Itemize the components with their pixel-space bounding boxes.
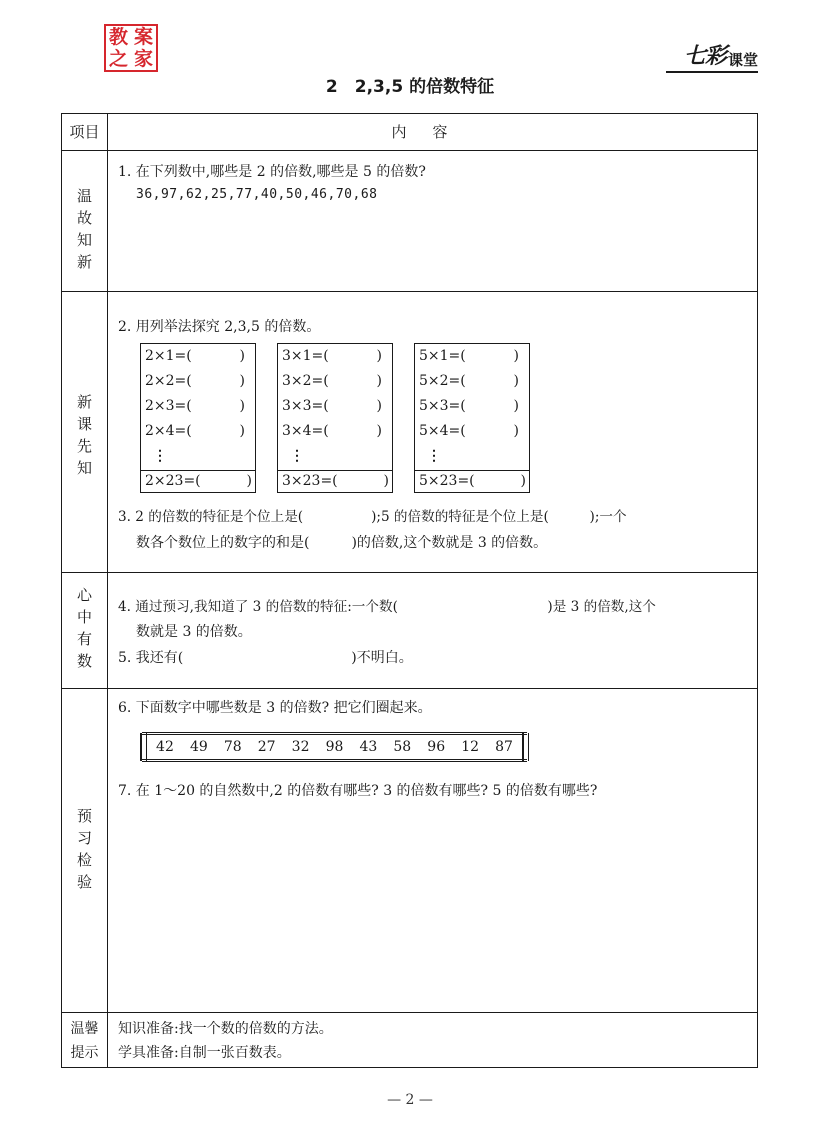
multiplication-line: 5×4=(: [419, 423, 466, 439]
multiplication-line: 2×23=(: [141, 470, 255, 491]
close-paren: ): [376, 373, 382, 389]
label-char: 课: [76, 415, 92, 433]
multiplication-line: 3×2=(: [282, 373, 329, 389]
row-divider: [62, 291, 757, 292]
ellipsis-dots: ⋮: [427, 448, 441, 464]
page-number: — 2 —: [387, 1092, 433, 1108]
series-logo-script: 七彩: [683, 43, 726, 69]
series-logo-text: 课堂: [727, 51, 758, 69]
multiplication-box-5: [414, 343, 530, 493]
row-divider: [62, 150, 757, 151]
close-paren: ): [376, 423, 382, 439]
multiplication-line: 2×1=(: [145, 348, 192, 364]
label-char: 温: [76, 187, 92, 205]
close-paren: ): [520, 473, 526, 489]
header-content: 内容: [391, 123, 474, 141]
label-char: 知: [76, 231, 92, 249]
label-char: 新: [76, 393, 92, 411]
label-char: 验: [76, 873, 92, 891]
multiplication-line: 5×23=(: [415, 470, 529, 491]
label-word: 提示: [70, 1045, 99, 1061]
close-paren: ): [376, 398, 382, 414]
question-4: 4. 通过预习,我知道了 3 的倍数的特征:一个数( )是 3 的倍数,这个: [118, 599, 656, 615]
question-3: 3. 2 的倍数的特征是个位上是( );5 的倍数的特征是个位上是( );一个: [118, 509, 627, 525]
logo-char: 之: [108, 48, 128, 70]
number-item: 43: [359, 739, 378, 755]
header-item: 项目: [69, 123, 100, 141]
number-item: 42: [156, 739, 174, 755]
multiplication-line: 5×3=(: [419, 398, 466, 414]
number-item: 12: [461, 739, 480, 755]
logo-char: 家: [133, 48, 153, 70]
number-item: 87: [495, 739, 513, 755]
label-char: 预: [76, 807, 92, 825]
multiplication-line: 3×4=(: [282, 423, 329, 439]
multiplication-line: 2×4=(: [145, 423, 192, 439]
section-label-review: [62, 185, 107, 273]
close-paren: ): [376, 348, 382, 364]
worksheet-table: [61, 113, 758, 1068]
multiplication-line: 2×3=(: [145, 398, 192, 414]
question-2: 2. 用列举法探究 2,3,5 的倍数。: [118, 319, 321, 335]
number-item: 32: [291, 739, 310, 755]
row-divider: [62, 1012, 757, 1013]
tip-tools: 学具准备:自制一张百数表。: [118, 1045, 291, 1061]
label-word: 温馨: [70, 1021, 99, 1037]
row-divider: [62, 572, 757, 573]
label-char: 知: [76, 459, 92, 477]
label-char: 习: [76, 829, 92, 847]
close-paren: ): [239, 373, 245, 389]
close-paren: ): [239, 423, 245, 439]
multiplication-line: 3×23=(: [278, 470, 392, 491]
question-3-cont: 数各个数位上的数字的和是( )的倍数,这个数就是 3 的倍数。: [136, 535, 548, 551]
close-paren: ): [513, 398, 519, 414]
multiplication-line: 2×2=(: [145, 373, 192, 389]
page-title: 2 2,3,5 的倍数特征: [325, 77, 495, 97]
logo-char: 教: [108, 26, 128, 48]
row-divider: [62, 688, 757, 689]
multiplication-line: 5×2=(: [419, 373, 466, 389]
number-item: 49: [189, 739, 208, 755]
label-char: 故: [76, 209, 92, 227]
close-paren: ): [383, 473, 389, 489]
multiplication-line: 3×3=(: [282, 398, 329, 414]
number-item: 27: [257, 739, 276, 755]
question-6: 6. 下面数字中哪些数是 3 的倍数? 把它们圈起来。: [118, 700, 432, 716]
column-divider: [107, 114, 108, 1067]
close-paren: ): [513, 348, 519, 364]
tip-knowledge: 知识准备:找一个数的倍数的方法。: [118, 1021, 333, 1037]
number-item: 96: [427, 739, 446, 755]
section-label-check: [62, 805, 107, 893]
number-item: 58: [393, 739, 412, 755]
close-paren: ): [513, 423, 519, 439]
multiplication-box-3: [277, 343, 393, 493]
ellipsis-dots: ⋮: [290, 448, 304, 464]
number-strip: [142, 732, 527, 762]
question-4-cont: 数就是 3 的倍数。: [136, 624, 252, 640]
number-list: 36,97,62,25,77,40,50,46,70,68: [136, 187, 378, 202]
number-item: 78: [223, 739, 242, 755]
label-char: 心: [76, 586, 92, 604]
logo-char: 案: [133, 26, 153, 48]
label-char: 有: [76, 630, 92, 648]
multiplication-box-2: [140, 343, 256, 493]
question-5: 5. 我还有( )不明白。: [118, 650, 413, 666]
section-label-tips: [62, 1017, 107, 1065]
ellipsis-dots: ⋮: [153, 448, 167, 464]
close-paren: ): [513, 373, 519, 389]
multiplication-line: 5×1=(: [419, 348, 466, 364]
label-char: 检: [76, 851, 92, 869]
section-label-preview: [62, 391, 107, 479]
close-paren: ): [246, 473, 252, 489]
multiplication-line: 3×1=(: [282, 348, 329, 364]
label-char: 数: [76, 652, 92, 670]
label-char: 新: [76, 253, 92, 271]
label-char: 中: [76, 608, 92, 626]
series-logo: [666, 44, 758, 70]
close-paren: ): [239, 348, 245, 364]
publisher-logo: [104, 24, 158, 72]
question-7: 7. 在 1～20 的自然数中,2 的倍数有哪些? 3 的倍数有哪些? 5 的倍数有哪些?: [118, 783, 598, 799]
label-char: 先: [76, 437, 92, 455]
number-item: 98: [325, 739, 344, 755]
close-paren: ): [239, 398, 245, 414]
section-label-thoughts: [62, 584, 107, 672]
question-1: 1. 在下列数中,哪些是 2 的倍数,哪些是 5 的倍数?: [118, 164, 426, 180]
